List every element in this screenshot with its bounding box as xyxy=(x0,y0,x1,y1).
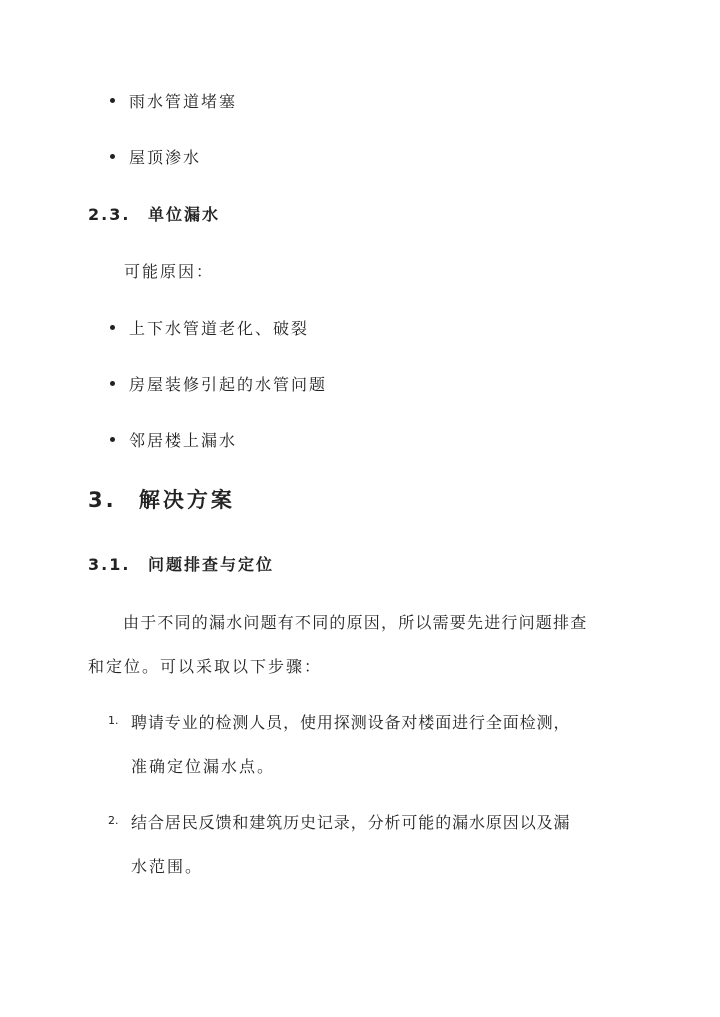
bullet-text: 邻居楼上漏水 xyxy=(129,431,238,450)
section-title: 单位漏水 xyxy=(148,205,221,224)
list-item-text: 水范围。 xyxy=(131,857,204,876)
bullet-item xyxy=(110,145,201,168)
bullet-text: 房屋装修引起的水管问题 xyxy=(129,375,328,394)
bullet-text: 雨水管道堵塞 xyxy=(129,92,238,111)
bullet-item xyxy=(110,372,327,395)
bullet-item xyxy=(110,316,309,339)
section-title: 问题排查与定位 xyxy=(148,555,275,574)
bullet-dot xyxy=(110,325,115,330)
bullet-text: 上下水管道老化、破裂 xyxy=(129,319,310,338)
paragraph-line: 和定位。可以采取以下步骤： xyxy=(88,657,323,676)
list-item-text: 准确定位漏水点。 xyxy=(131,757,276,776)
paragraph-line: 由于不同的漏水问题有不同的原因，所以需要先进行问题排查 xyxy=(123,613,588,632)
section-number: 3.1. xyxy=(88,555,131,574)
section-title: 解决方案 xyxy=(138,488,235,512)
bullet-item xyxy=(110,89,237,112)
section-intro: 可能原因： xyxy=(124,262,215,281)
list-number: 2. xyxy=(108,814,119,827)
section-number: 2.3. xyxy=(88,205,131,224)
bullet-dot xyxy=(110,98,115,103)
section-heading-3 xyxy=(88,484,235,514)
list-item-text: 聘请专业的检测人员，使用探测设备对楼面进行全面检测， xyxy=(131,713,571,732)
list-number: 1. xyxy=(108,714,119,727)
bullet-dot xyxy=(110,154,115,159)
bullet-item xyxy=(110,428,237,451)
list-item-text: 结合居民反馈和建筑历史记录，分析可能的漏水原因以及漏 xyxy=(131,813,571,832)
bullet-dot xyxy=(110,437,115,442)
bullet-text: 屋顶渗水 xyxy=(129,148,202,167)
section-heading-3-1 xyxy=(88,552,274,575)
bullet-dot xyxy=(110,381,115,386)
section-heading-2-3 xyxy=(88,202,220,225)
section-number: 3. xyxy=(88,488,117,512)
